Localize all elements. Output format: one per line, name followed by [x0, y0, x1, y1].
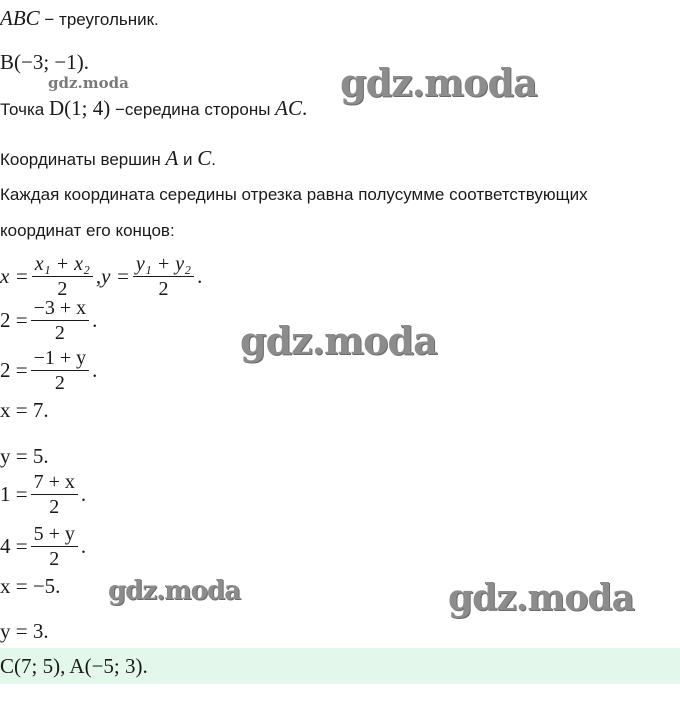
equation-4: 4 = $\frac{5 + y}{2}$ . [0, 523, 87, 570]
fraction-x: $\frac{\text{x₁ + x₂}}{2}$ [32, 254, 93, 299]
equation-1: 2 = $\frac{-3 + x}{2}$ . [0, 297, 98, 344]
rule-line-2: координат его концов: [0, 221, 175, 240]
watermark-1: gdz.moda [340, 60, 537, 105]
fraction: $\frac{-1 + y}{2}$ [31, 348, 90, 393]
equation-3: 1 = $\frac{7 + x}{2}$ . [0, 471, 87, 518]
watermark-4: gdz.moda [448, 577, 634, 619]
rule-line-1: Каждая координата середины отрезка равна полусумме соответствующих [0, 185, 588, 204]
watermark-small: gdz.moda [48, 74, 129, 92]
task-line: Координаты вершин A и C. [0, 146, 217, 170]
watermark-3: gdz.moda [108, 576, 241, 606]
watermark-2: gdz.moda [240, 318, 437, 363]
triangle-line: ABC − треугольник. [0, 6, 159, 30]
midpoint-d-line: Точка D(1; 4) −середина стороны AC. [0, 96, 308, 120]
point-b-line: B(−3; −1). [0, 50, 90, 74]
result-y-3: y = 3. [0, 619, 49, 643]
answer: C(7; 5), A(−5; 3). [0, 654, 148, 678]
result-x-7: x = 7. [0, 398, 49, 422]
fraction: $\frac{7 + x}{2}$ [31, 472, 78, 517]
equation-2: 2 = $\frac{-1 + y}{2}$ . [0, 347, 98, 394]
fraction-y: $\frac{\text{y₁ + y₂}}{2}$ [133, 254, 194, 299]
fraction: $\frac{-3 + x}{2}$ [31, 298, 90, 343]
midpoint-formula: x = $\frac{\text{x₁ + x₂}}{2}$ , y = $\frac{\text{y₁ + y₂}}{2}$ . [0, 253, 203, 300]
result-x-minus-5: x = −5. [0, 574, 61, 598]
result-y-5: y = 5. [0, 444, 49, 468]
fraction: $\frac{5 + y}{2}$ [31, 524, 78, 569]
